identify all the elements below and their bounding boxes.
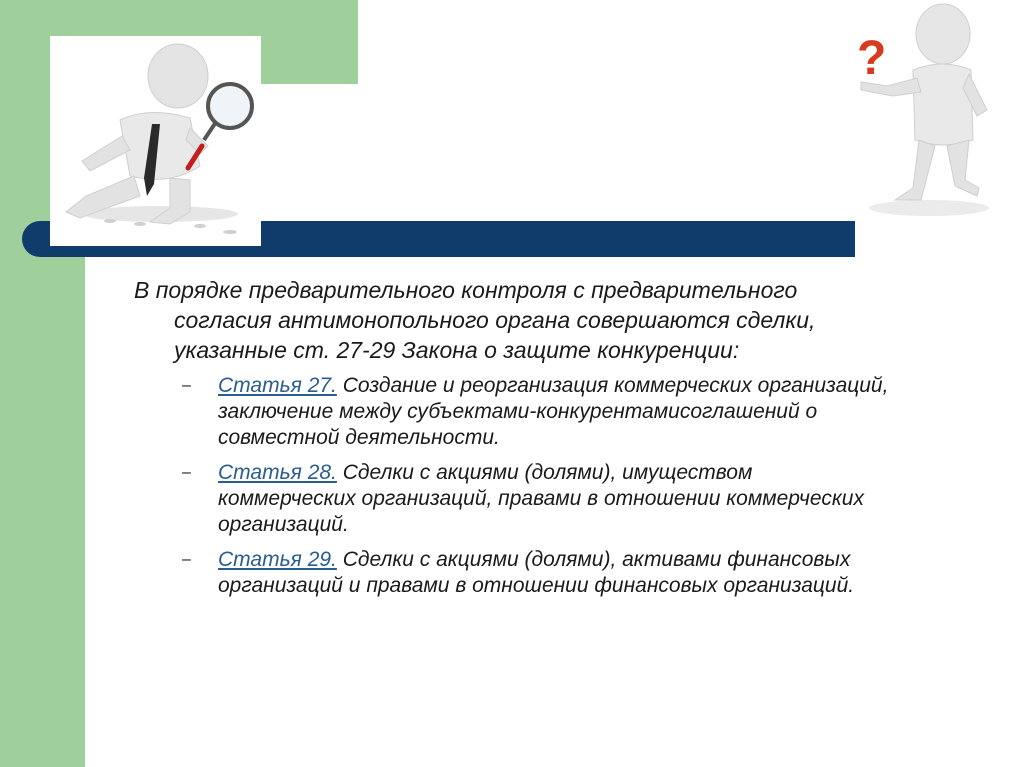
intro-paragraph: В порядке предварительного контроля с предварительного согласия антимонопольного органа совершаются сделки, указанные ст. 27-29 Закона о защите конкуренции: <box>134 277 816 363</box>
dash-bullet: – <box>182 551 191 568</box>
list-item-article-29 <box>134 547 894 599</box>
article-27-text: Создание и реорганизация коммерческих организаций, заключение между субъектами-конкурентамисоглашений о совместной деятельности. <box>218 374 889 449</box>
dash-bullet: – <box>182 464 191 481</box>
list-item-article-27 <box>134 373 894 451</box>
article-28-link[interactable]: Статья 28. <box>218 461 337 484</box>
article-29-link[interactable]: Статья 29. <box>218 548 337 571</box>
magnifier-figure-illustration <box>50 36 261 246</box>
slide-content <box>134 275 894 608</box>
question-figure-illustration <box>847 0 1024 220</box>
article-29-text: Сделки с акциями (долями), активами финансовых организаций и правами в отношении финансовых организаций. <box>218 548 855 597</box>
article-27-link[interactable]: Статья 27. <box>218 374 337 397</box>
list-item-article-28 <box>134 460 894 538</box>
article-28-text: Сделки с акциями (долями), имуществом коммерческих организаций, правами в отношении коммерческих организаций. <box>218 461 864 536</box>
svg-text:?: ? <box>857 32 887 85</box>
article-list <box>134 373 894 599</box>
dash-bullet: – <box>182 377 191 394</box>
